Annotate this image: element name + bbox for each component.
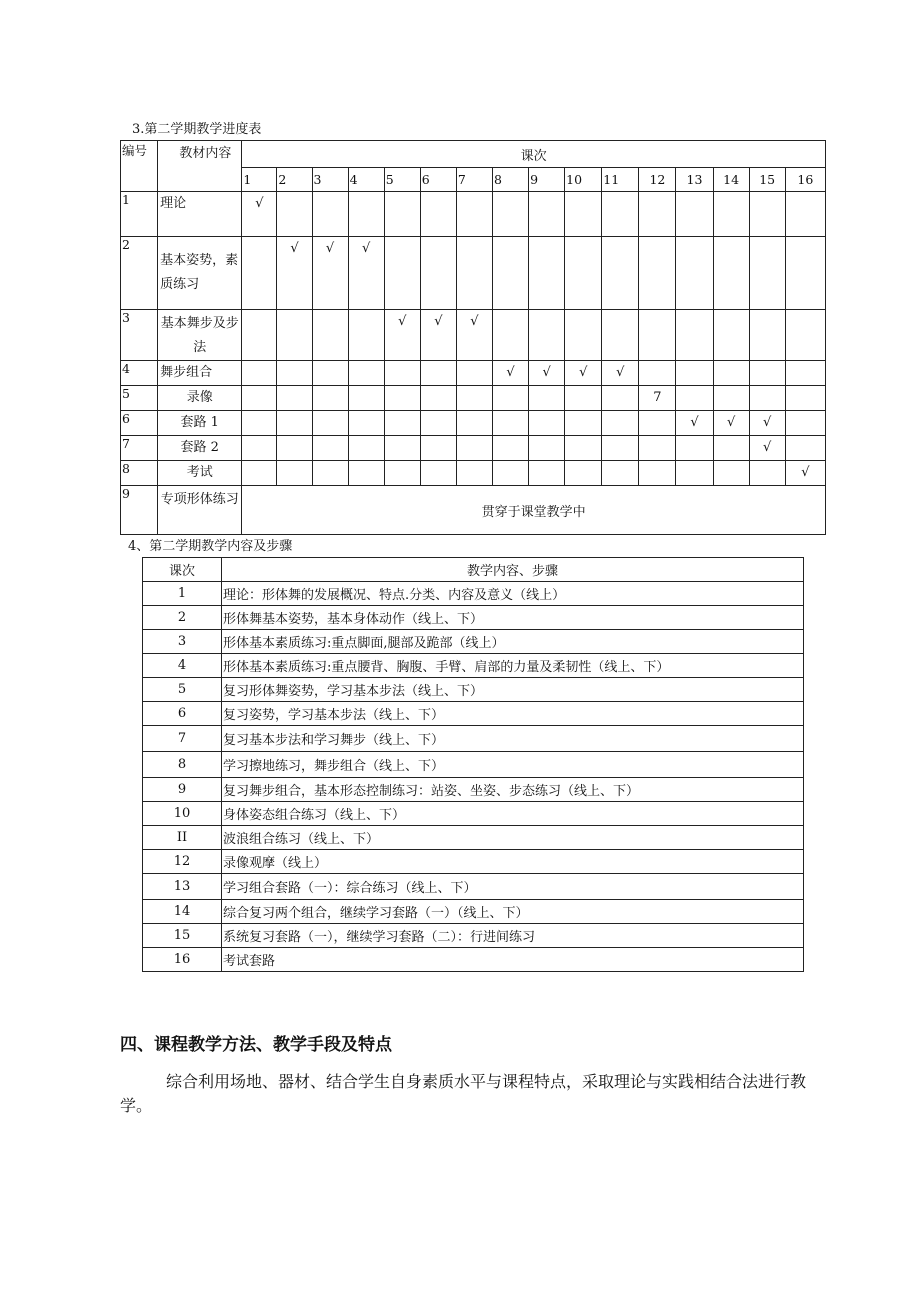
lesson-number: 8 [143, 752, 222, 778]
header-content: 教学内容、步骤 [222, 558, 804, 582]
lesson-content: 复习姿势，学习基本步法（线上、下） [222, 702, 804, 726]
progress-cell [529, 310, 565, 361]
progress-cell [242, 361, 277, 386]
progress-cell [348, 361, 384, 386]
section-paragraph: 综合利用场地、器材、结合学生自身素质水平与课程特点，采取理论与实践相结合法进行教学。 [120, 1072, 807, 1115]
content-row [143, 702, 804, 726]
progress-cell [277, 310, 312, 361]
schedule-table [120, 140, 826, 535]
lesson-number: 15 [749, 168, 785, 192]
progress-cell [492, 237, 528, 310]
lesson-content: 系统复习套路（一），继续学习套路（二）：行进间练习 [222, 924, 804, 948]
lesson-number: 4 [143, 654, 222, 678]
row-material: 录像 [158, 386, 242, 411]
progress-cell [420, 411, 456, 436]
progress-cell [456, 237, 492, 310]
lesson-content: 波浪组合练习（线上、下） [222, 826, 804, 850]
content-row [143, 924, 804, 948]
progress-cell [348, 310, 384, 361]
schedule-row [121, 436, 826, 461]
progress-cell [749, 192, 785, 237]
lesson-number: 14 [713, 168, 749, 192]
row-material: 套路 2 [158, 436, 242, 461]
content-row [143, 900, 804, 924]
progress-cell [420, 237, 456, 310]
content-header-row [143, 558, 804, 582]
progress-cell [456, 411, 492, 436]
lesson-number: 1 [143, 582, 222, 606]
progress-cell [639, 237, 676, 310]
lesson-number: 5 [143, 678, 222, 702]
lesson-number: 13 [143, 874, 222, 900]
progress-cell [529, 386, 565, 411]
progress-cell [639, 411, 676, 436]
progress-cell [348, 192, 384, 237]
progress-cell: √ [713, 411, 749, 436]
row-material: 基本舞步及步法 [158, 310, 242, 361]
row-number: 4 [121, 361, 158, 386]
lesson-content: 录像观摩（线上） [222, 850, 804, 874]
progress-cell [384, 192, 420, 237]
progress-cell: √ [384, 310, 420, 361]
content-row [143, 752, 804, 778]
progress-cell [312, 310, 348, 361]
progress-cell [384, 386, 420, 411]
lesson-number: 9 [529, 168, 565, 192]
content-row [143, 582, 804, 606]
content-caption: 4、第二学期教学内容及步骤 [128, 539, 293, 554]
progress-cell [384, 461, 420, 486]
row-material: 专项形体练习 [158, 486, 242, 535]
lesson-content: 复习形体舞姿势，学习基本步法（线上、下） [222, 678, 804, 702]
progress-cell [676, 436, 713, 461]
lesson-content: 形体舞基本姿势，基本身体动作（线上、下） [222, 606, 804, 630]
progress-cell [348, 411, 384, 436]
progress-cell [242, 310, 277, 361]
progress-cell: √ [785, 461, 825, 486]
progress-cell [456, 192, 492, 237]
progress-cell [492, 411, 528, 436]
lesson-number: 15 [143, 924, 222, 948]
lesson-number: 8 [492, 168, 528, 192]
progress-cell [602, 436, 639, 461]
progress-cell [785, 192, 825, 237]
progress-cell [456, 461, 492, 486]
progress-cell [785, 310, 825, 361]
lesson-number: 1 [242, 168, 277, 192]
progress-cell [277, 461, 312, 486]
progress-cell [713, 361, 749, 386]
progress-cell [420, 192, 456, 237]
lesson-number: 7 [143, 726, 222, 752]
progress-cell: √ [312, 237, 348, 310]
progress-cell [749, 361, 785, 386]
progress-cell [713, 310, 749, 361]
progress-cell [639, 436, 676, 461]
progress-cell [420, 386, 456, 411]
progress-cell [492, 386, 528, 411]
lesson-content: 形体基本素质练习:重点腰背、胸腹、手臂、肩部的力量及柔韧性（线上、下） [222, 654, 804, 678]
progress-cell [785, 411, 825, 436]
progress-cell [277, 361, 312, 386]
progress-cell [713, 386, 749, 411]
progress-cell [749, 237, 785, 310]
progress-cell [312, 361, 348, 386]
row-number: 7 [121, 436, 158, 461]
progress-cell [749, 461, 785, 486]
content-row [143, 850, 804, 874]
schedule-caption: 3.第二学期教学进度表 [132, 122, 262, 137]
progress-cell [602, 386, 639, 411]
lesson-content: 身体姿态组合练习（线上、下） [222, 802, 804, 826]
header-lesson: 课次 [143, 558, 222, 582]
progress-cell [785, 436, 825, 461]
lesson-number: 6 [143, 702, 222, 726]
progress-cell [565, 310, 602, 361]
content-table [142, 557, 804, 972]
progress-cell [676, 237, 713, 310]
progress-cell: √ [529, 361, 565, 386]
progress-cell [676, 310, 713, 361]
lesson-content: 形体基本素质练习:重点脚面,腿部及跪部（线上） [222, 630, 804, 654]
progress-cell [565, 237, 602, 310]
progress-cell [785, 237, 825, 310]
lesson-number: 16 [143, 948, 222, 972]
header-lessons: 课次 [242, 141, 826, 168]
lesson-number: 12 [639, 168, 676, 192]
content-row [143, 678, 804, 702]
progress-cell [348, 386, 384, 411]
lesson-number: 13 [676, 168, 713, 192]
schedule-row [121, 361, 826, 386]
lesson-number: 2 [277, 168, 312, 192]
lesson-number: 10 [565, 168, 602, 192]
progress-cell [529, 192, 565, 237]
row-material: 套路 1 [158, 411, 242, 436]
progress-cell [713, 192, 749, 237]
progress-cell [277, 436, 312, 461]
progress-cell: √ [565, 361, 602, 386]
lesson-number: 16 [785, 168, 825, 192]
lesson-number: 11 [602, 168, 639, 192]
progress-cell: √ [492, 361, 528, 386]
progress-cell [639, 310, 676, 361]
lesson-number: 10 [143, 802, 222, 826]
progress-cell [420, 436, 456, 461]
progress-cell [277, 192, 312, 237]
progress-cell [565, 192, 602, 237]
progress-cell: √ [676, 411, 713, 436]
content-row [143, 606, 804, 630]
progress-cell [713, 237, 749, 310]
schedule-header-row [121, 141, 826, 168]
progress-cell [785, 386, 825, 411]
progress-cell [384, 361, 420, 386]
lesson-number: 7 [456, 168, 492, 192]
progress-cell [492, 192, 528, 237]
schedule-row [121, 411, 826, 436]
progress-cell: √ [242, 192, 277, 237]
lesson-number: 5 [384, 168, 420, 192]
progress-cell [565, 461, 602, 486]
row-material: 舞步组合 [158, 361, 242, 386]
progress-cell [312, 192, 348, 237]
row-material: 理论 [158, 192, 242, 237]
progress-cell [529, 461, 565, 486]
schedule-row [121, 386, 826, 411]
progress-cell [312, 386, 348, 411]
progress-cell: √ [420, 310, 456, 361]
progress-cell [277, 386, 312, 411]
progress-cell [242, 386, 277, 411]
content-row [143, 948, 804, 972]
content-row [143, 654, 804, 678]
progress-cell [277, 411, 312, 436]
progress-cell [456, 361, 492, 386]
lesson-number: 6 [420, 168, 456, 192]
lesson-number: 12 [143, 850, 222, 874]
progress-cell [565, 411, 602, 436]
row-material: 考试 [158, 461, 242, 486]
progress-cell [529, 436, 565, 461]
lesson-content: 学习擦地练习，舞步组合（线上、下） [222, 752, 804, 778]
progress-cell [676, 386, 713, 411]
progress-cell [384, 436, 420, 461]
section-heading: 四、课程教学方法、教学手段及特点 [120, 1035, 392, 1055]
lesson-number: 14 [143, 900, 222, 924]
progress-cell [785, 361, 825, 386]
lesson-content: 复习舞步组合，基本形态控制练习：站姿、坐姿、步态练习（线上、下） [222, 778, 804, 802]
progress-cell [312, 411, 348, 436]
progress-cell [348, 436, 384, 461]
progress-cell [565, 386, 602, 411]
lesson-number: II [143, 826, 222, 850]
progress-cell [529, 237, 565, 310]
row-number: 6 [121, 411, 158, 436]
progress-cell [420, 461, 456, 486]
header-material: 教材内容 [158, 141, 242, 192]
progress-cell [492, 436, 528, 461]
progress-cell [420, 361, 456, 386]
row-material: 基本姿势，素质练习 [158, 237, 242, 310]
progress-cell [602, 411, 639, 436]
lesson-content: 理论：形体舞的发展概况、特点.分类、内容及意义（线上） [222, 582, 804, 606]
progress-cell [676, 461, 713, 486]
lesson-number: 4 [348, 168, 384, 192]
progress-cell [602, 461, 639, 486]
progress-cell [242, 436, 277, 461]
progress-cell [565, 436, 602, 461]
content-row [143, 802, 804, 826]
progress-cell [384, 411, 420, 436]
progress-cell [492, 461, 528, 486]
row-number: 8 [121, 461, 158, 486]
row-number: 2 [121, 237, 158, 310]
progress-cell [602, 310, 639, 361]
content-row [143, 874, 804, 900]
row-number: 3 [121, 310, 158, 361]
lesson-number: 2 [143, 606, 222, 630]
schedule-row [121, 310, 826, 361]
progress-cell [242, 237, 277, 310]
progress-cell [492, 310, 528, 361]
progress-cell [242, 461, 277, 486]
content-row [143, 778, 804, 802]
progress-cell [384, 237, 420, 310]
lesson-number: 9 [143, 778, 222, 802]
progress-cell [602, 237, 639, 310]
lesson-content: 考试套路 [222, 948, 804, 972]
progress-cell [639, 461, 676, 486]
lesson-number: 3 [312, 168, 348, 192]
content-row [143, 630, 804, 654]
progress-cell [456, 436, 492, 461]
progress-cell [242, 411, 277, 436]
progress-cell [312, 436, 348, 461]
row-number: 1 [121, 192, 158, 237]
progress-cell [713, 436, 749, 461]
progress-cell: √ [456, 310, 492, 361]
schedule-row [121, 192, 826, 237]
progress-cell [602, 192, 639, 237]
schedule-row [121, 486, 826, 535]
progress-cell: √ [602, 361, 639, 386]
row-note: 贯穿于课堂教学中 [242, 486, 826, 535]
progress-cell [676, 192, 713, 237]
lesson-content: 复习基本步法和学习舞步（线上、下） [222, 726, 804, 752]
progress-cell [456, 386, 492, 411]
progress-cell [676, 361, 713, 386]
progress-cell: √ [749, 436, 785, 461]
progress-cell: 7 [639, 386, 676, 411]
progress-cell [749, 310, 785, 361]
progress-cell: √ [749, 411, 785, 436]
lesson-content: 学习组合套路（一）：综合练习（线上、下） [222, 874, 804, 900]
progress-cell [639, 192, 676, 237]
row-number: 5 [121, 386, 158, 411]
progress-cell: √ [348, 237, 384, 310]
progress-cell [529, 411, 565, 436]
schedule-row [121, 461, 826, 486]
progress-cell: √ [277, 237, 312, 310]
row-number: 9 [121, 486, 158, 535]
content-row [143, 826, 804, 850]
lesson-content: 综合复习两个组合，继续学习套路（一）（线上、下） [222, 900, 804, 924]
progress-cell [639, 361, 676, 386]
content-row [143, 726, 804, 752]
progress-cell [713, 461, 749, 486]
progress-cell [348, 461, 384, 486]
progress-cell [749, 386, 785, 411]
lesson-number: 3 [143, 630, 222, 654]
schedule-row [121, 237, 826, 310]
header-no: 编号 [121, 141, 158, 192]
progress-cell [312, 461, 348, 486]
